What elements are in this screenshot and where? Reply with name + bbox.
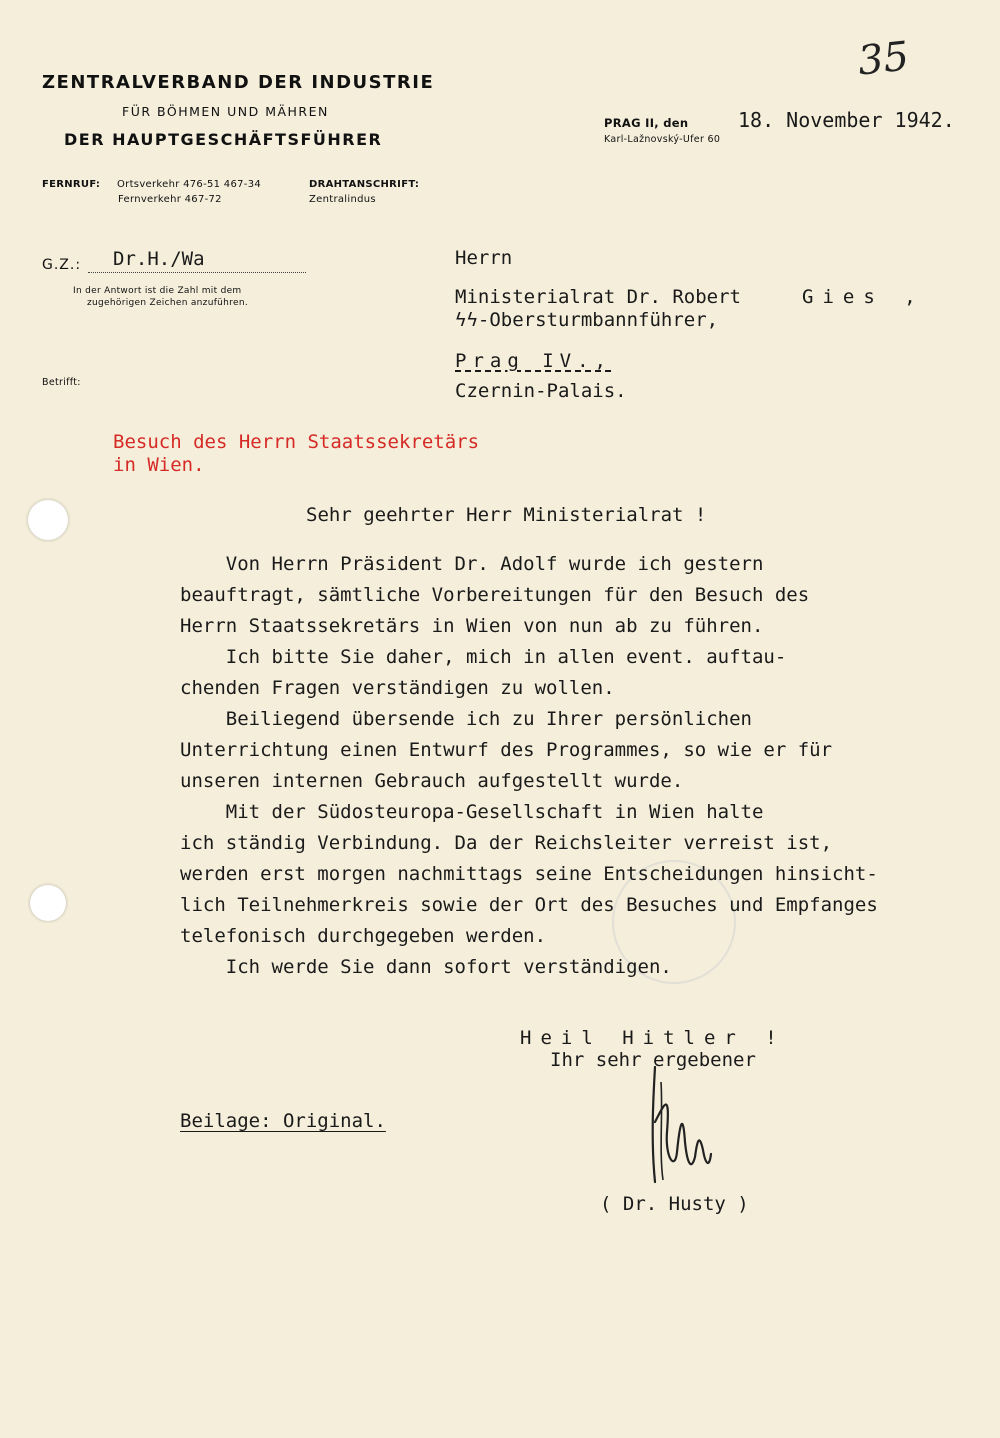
handwritten-signature bbox=[625, 1062, 725, 1192]
body-line: Mit der Südosteuropa-Gesellschaft in Wien halte bbox=[180, 801, 764, 823]
body-line: Unterrichtung einen Entwurf des Programmes, so wie er für bbox=[180, 739, 833, 761]
body-line: Ich werde Sie dann sofort verständigen. bbox=[180, 956, 672, 978]
subject-line-1: Besuch des Herrn Staatssekretärs bbox=[113, 431, 480, 453]
body-line: lich Teilnehmerkreis sowie der Ort des Besuches und Empfanges bbox=[180, 894, 878, 916]
body-line: chenden Fragen verständigen zu wollen. bbox=[180, 677, 615, 699]
body-line: werden erst morgen nachmittags seine Entscheidungen hinsicht- bbox=[180, 863, 878, 885]
body-line: telefonisch durchgegeben werden. bbox=[180, 925, 547, 947]
fernruf-label: FERNRUF: bbox=[42, 179, 101, 190]
body-line: beauftragt, sämtliche Vorbereitungen für den Besuch des bbox=[180, 584, 810, 606]
reference-value: Dr.H./Wa bbox=[113, 248, 205, 270]
body-line: Beiliegend übersende ich zu Ihrer persönlichen bbox=[180, 708, 752, 730]
punch-hole-top bbox=[28, 500, 68, 540]
greeting: Sehr geehrter Herr Ministerialrat ! bbox=[306, 504, 707, 526]
recipient-name: Ministerialrat Dr. Robert bbox=[455, 286, 741, 308]
reference-dotted-line bbox=[88, 272, 306, 273]
letterhead-org: ZENTRALVERBAND DER INDUSTRIE bbox=[42, 72, 435, 93]
enclosure-note: Beilage: Original. bbox=[180, 1110, 386, 1132]
sender-address: Karl-Lažnovský-Ufer 60 bbox=[604, 134, 721, 145]
letterhead-region: FÜR BÖHMEN UND MÄHREN bbox=[122, 104, 329, 119]
reference-note-1: In der Antwort ist die Zahl mit dem bbox=[73, 286, 242, 296]
punch-hole-bottom bbox=[30, 885, 66, 921]
recipient-surname: Gies , bbox=[802, 286, 925, 308]
subject-line-2: in Wien. bbox=[113, 454, 205, 476]
closing-line-2: Ihr sehr ergebener bbox=[550, 1049, 756, 1071]
letter-date: 18. November 1942. bbox=[738, 108, 955, 132]
signatory-name: ( Dr. Husty ) bbox=[600, 1193, 749, 1215]
body-line: Herrn Staatssekretärs in Wien von nun ab zu führen. bbox=[180, 615, 764, 637]
body-line: Ich bitte Sie daher, mich in allen event. auftau- bbox=[180, 646, 787, 668]
folio-number: 35 bbox=[855, 33, 912, 85]
recipient-city: Prag IV., bbox=[455, 350, 612, 372]
fernruf-local: Ortsverkehr 476-51 467-34 bbox=[117, 179, 262, 190]
place-label: PRAG II, den bbox=[604, 116, 689, 130]
recipient-rank: ϟϟ-Obersturmbannführer, bbox=[455, 309, 719, 331]
body-line: ich ständig Verbindung. Da der Reichsleiter verreist ist, bbox=[180, 832, 833, 854]
closing-line-1: Heil Hitler ! bbox=[520, 1027, 786, 1049]
reference-label: G.Z.: bbox=[42, 257, 82, 273]
drahtanschrift-label: DRAHTANSCHRIFT: bbox=[309, 179, 420, 190]
drahtanschrift-value: Zentralindus bbox=[309, 194, 376, 205]
fernruf-long: Fernverkehr 467-72 bbox=[118, 194, 222, 205]
letterhead-title: DER HAUPTGESCHÄFTSFÜHRER bbox=[64, 130, 383, 149]
betrifft-label: Betrifft: bbox=[42, 377, 81, 388]
reference-note-2: zugehörigen Zeichen anzuführen. bbox=[87, 298, 248, 308]
body-line: unseren internen Gebrauch aufgestellt wurde. bbox=[180, 770, 684, 792]
body-line: Von Herrn Präsident Dr. Adolf wurde ich gestern bbox=[180, 553, 764, 575]
recipient-salutation: Herrn bbox=[455, 247, 513, 269]
recipient-building: Czernin-Palais. bbox=[455, 380, 627, 402]
